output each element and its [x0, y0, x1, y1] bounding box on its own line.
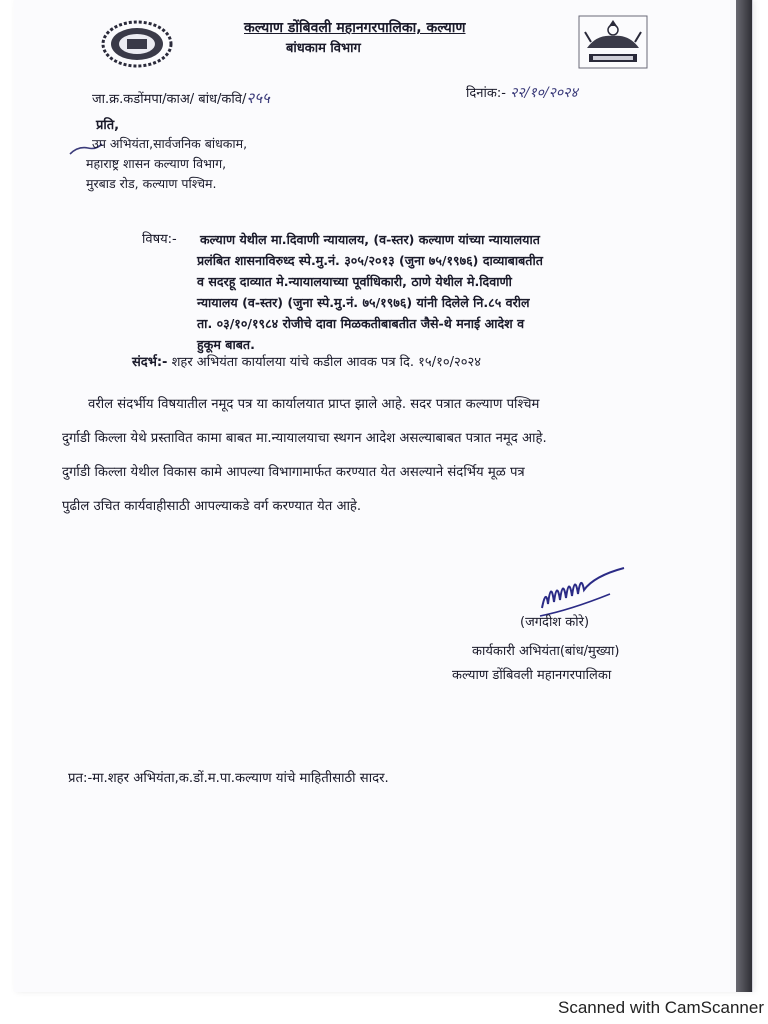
addressee-prati: प्रति,: [96, 118, 120, 133]
reference-line: [132, 354, 481, 372]
subject-line-3: व सदरहू दाव्यात मे.न्यायालयाच्या पूर्वाधिकारी, ठाणे येथील मे.दिवाणी: [197, 274, 512, 289]
date-handwritten: २२/१०/२०२४: [510, 85, 578, 101]
camscanner-watermark: Scanned with CamScanner: [557, 998, 764, 1017]
state-crest-emblem: [577, 14, 649, 70]
subject-line-5: ता. ०३/१०/१९८४ रोजीचे दावा मिळकतीबाबतीत जैसे-थे मनाई आदेश व: [197, 316, 525, 331]
body-line-2: दुर्गाडी किल्ला येथे प्रस्तावित कामा बाबत मा.न्यायालयाचा स्थगन आदेश असल्याबाबत पत्रात नमूद आहे.: [62, 431, 547, 446]
letter-date: [466, 84, 578, 103]
reference-text: शहर अभियंता कार्यालया यांचे कडील आवक पत्र दि. १५/१०/२०२४: [171, 355, 482, 370]
document-page: [14, 0, 753, 992]
addressee-line-2: महाराष्ट्र शासन कल्याण विभाग,: [86, 156, 227, 171]
outward-number-prefix: जा.क्र.कडोंमपा/काअ/ बांध/कवि/: [92, 92, 247, 107]
subject-line-1: कल्याण येथील मा.दिवाणी न्यायालय, (व-स्तर) कल्याण यांच्या न्यायालयात: [200, 232, 540, 247]
body-line-4: पुढील उचित कार्यवाहीसाठी आपल्याकडे वर्ग करण्यात येत आहे.: [62, 499, 362, 514]
reference-label: संदर्भ:-: [132, 355, 168, 370]
department-name: बांधकाम विभाग: [286, 41, 361, 56]
signatory-designation: कार्यकारी अभियंता(बांध/मुख्या): [472, 644, 620, 659]
signatory-organization: कल्याण डोंबिवली महानगरपालिका: [452, 668, 612, 683]
subject-line-4: न्यायालय (व-स्तर) (जुना स्पे.मु.नं. ७५/१९७६) यांनी दिलेले नि.८५ वरील: [197, 295, 530, 310]
subject-label: विषय:-: [142, 232, 177, 247]
outward-number: [92, 88, 270, 109]
subject-line-6: हुकूम बाबत.: [197, 337, 255, 352]
organization-name: कल्याण डोंबिवली महानगरपालिका, कल्याण: [244, 20, 466, 36]
municipal-seal-emblem: [100, 18, 174, 70]
addressee-line-3: मुरबाड रोड, कल्याण पश्चिम.: [86, 176, 217, 191]
body-line-3: दुर्गाडी किल्ला येथील विकास कामे आपल्या विभागामार्फत करण्यात येत असल्याने संदर्भिय मूळ पत्र: [62, 465, 525, 480]
subject-line-2: प्रलंबित शासनाविरुध्द स्पे.मु.नं. ३०५/२०१३ (जुना ७५/१९७६) दाव्याबाबतीत: [197, 253, 543, 268]
scan-edge-shadow: [736, 0, 752, 992]
addressee-line-1: उप अभियंता,सार्वजनिक बांधकाम,: [92, 136, 248, 151]
signatory-name: (जगदीश कोरे): [520, 615, 590, 630]
copy-to-line: प्रत:-मा.शहर अभियंता,क.डों.म.पा.कल्याण यांचे माहितीसाठी सादर.: [68, 771, 389, 786]
outward-number-handwritten: २५५: [246, 89, 270, 107]
body-line-1: वरील संदर्भीय विषयातील नमूद पत्र या कार्यालयात प्राप्त झाले आहे. सदर पत्रात कल्याण पश्चिम: [88, 397, 540, 412]
date-label: दिनांक:-: [466, 86, 506, 101]
